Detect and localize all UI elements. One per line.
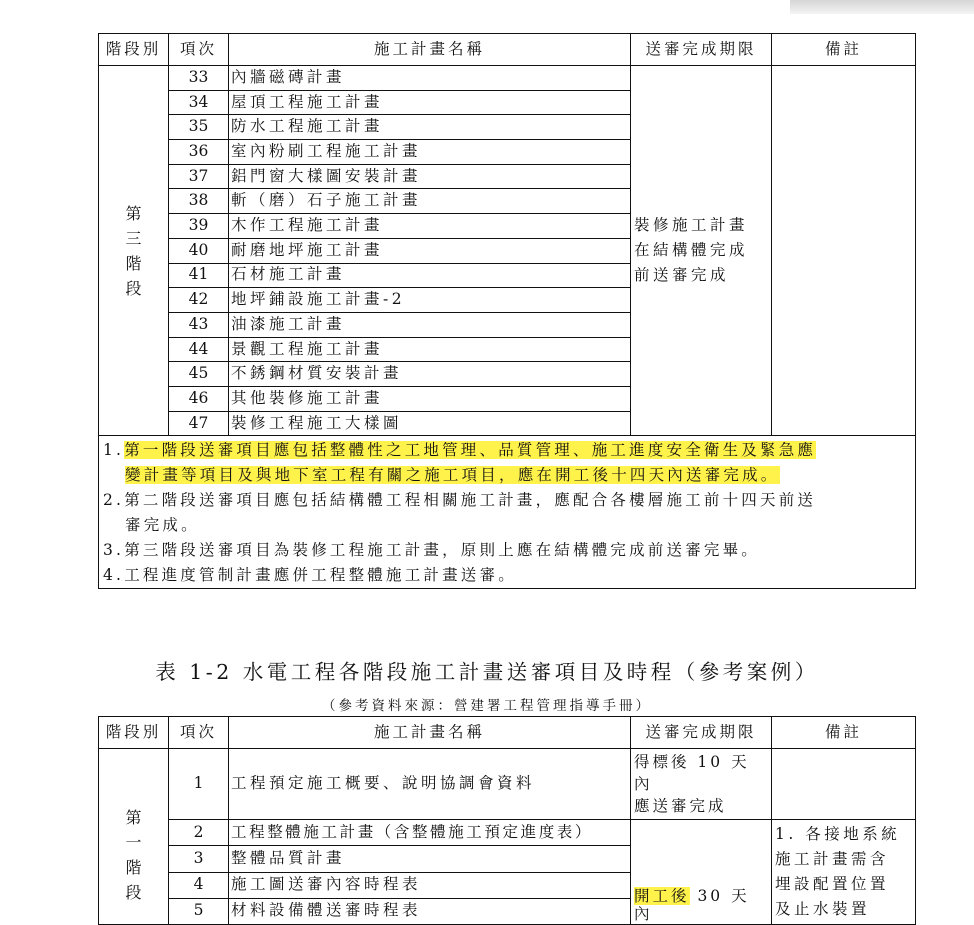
plan-name: 工程預定施工概要、說明協調會資料 (229, 749, 631, 820)
item-no: 5 (169, 898, 229, 924)
item-no: 35 (169, 115, 229, 140)
plan-name: 防水工程施工計畫 (229, 115, 631, 140)
notes-cell (99, 436, 916, 589)
header-remarks: 備註 (772, 34, 916, 66)
table-caption-source: （參考資料來源：營建署工程管理指導手冊） (322, 698, 652, 714)
plan-name: 不銹鋼材質安裝計畫 (229, 362, 631, 387)
stage-char: 階 (125, 253, 142, 273)
deadline-line: 裝修施工計畫 (634, 216, 749, 235)
remark-line: 1. 各接地系統 (775, 825, 901, 843)
deadline-text: 30 天內 (634, 887, 750, 924)
header-item-no: 項次 (169, 34, 229, 66)
item-no: 42 (169, 288, 229, 313)
item-no: 36 (169, 140, 229, 165)
item-no: 33 (169, 66, 229, 91)
item-no: 2 (169, 820, 229, 846)
deadline-line: 在結構體完成 (634, 241, 749, 260)
item-no: 44 (169, 337, 229, 362)
note-number: 4. (103, 566, 125, 585)
item-no: 34 (169, 90, 229, 115)
remark-line: 施工計畫需含 (775, 850, 890, 868)
remarks-cell (772, 749, 916, 820)
stage-char: 三 (125, 228, 142, 248)
header-plan-name: 施工計畫名稱 (229, 34, 631, 66)
highlighted-deadline: 開工後 (634, 887, 690, 906)
plan-name: 整體品質計畫 (229, 846, 631, 872)
note-wrap-line (103, 463, 911, 488)
item-no: 45 (169, 362, 229, 387)
plan-name: 裝修工程施工大樣圖 (229, 411, 631, 436)
note-number: 1. (103, 441, 125, 460)
item-no: 4 (169, 872, 229, 898)
header-plan-name: 施工計畫名稱 (229, 717, 631, 749)
header-item-no: 項次 (169, 717, 229, 749)
plan-name: 施工圖送審內容時程表 (229, 872, 631, 898)
note-4 (103, 563, 911, 588)
mep-plan-table (98, 716, 916, 925)
item-no: 46 (169, 386, 229, 411)
deadline-cell (631, 66, 772, 436)
stage-char: 段 (125, 883, 142, 902)
header-remarks: 備註 (772, 717, 916, 749)
stage-char: 第 (125, 808, 142, 827)
stage-label-cell (99, 749, 169, 925)
header-stage: 階段別 (99, 34, 169, 66)
header-stage: 階段別 (99, 717, 169, 749)
page-edge-shadow (790, 0, 974, 14)
item-no: 43 (169, 312, 229, 337)
item-no: 40 (169, 238, 229, 263)
item-no: 37 (169, 164, 229, 189)
note-2 (103, 488, 911, 538)
plan-name: 耐磨地坪施工計畫 (229, 238, 631, 263)
stage3-plan-table (98, 33, 916, 589)
remark-line: 埋設配置位置 (775, 875, 890, 893)
note-1 (103, 438, 911, 488)
stage-char: 階 (125, 858, 142, 877)
stage-char: 段 (125, 278, 142, 298)
item-no: 47 (169, 411, 229, 436)
stage-char: 一 (125, 833, 142, 852)
plan-name: 地坪鋪設施工計畫-2 (229, 288, 631, 313)
item-no: 41 (169, 263, 229, 288)
note-number: 3. (103, 541, 125, 560)
header-deadline: 送審完成期限 (631, 717, 772, 749)
table-row (99, 66, 916, 91)
note-text: 第二階段送審項目應包括結構體工程相關施工計畫，應配合各樓層施工前十四天前送 (124, 491, 817, 510)
deadline-line: 得標後 10 天內 (634, 753, 750, 793)
stage-label-cell (99, 66, 169, 436)
highlighted-note-text: 第一階段送審項目應包括整體性之工地管理、品質管理、施工進度安全衛生及緊急應 (124, 441, 817, 460)
plan-name: 工程整體施工計畫（含整體施工預定進度表） (229, 820, 631, 846)
plan-name: 木作工程施工計畫 (229, 214, 631, 239)
header-deadline: 送審完成期限 (631, 34, 772, 66)
item-no: 38 (169, 189, 229, 214)
note-text: 第三階段送審項目為裝修工程施工計畫，原則上應在結構體完成前送審完畢。 (124, 541, 761, 560)
note-number: 2. (103, 491, 125, 510)
plan-name: 鋁門窗大樣圖安裝計畫 (229, 164, 631, 189)
remarks-cell (772, 820, 916, 925)
deadline-line: 應送審完成 (634, 797, 727, 815)
plan-name: 石材施工計畫 (229, 263, 631, 288)
table-row (99, 820, 916, 846)
remarks-cell (772, 66, 916, 436)
plan-name: 斬（磨）石子施工計畫 (229, 189, 631, 214)
plan-name: 材料設備體送審時程表 (229, 898, 631, 924)
table-caption-title: 表 1-2 水電工程各階段施工計畫送審項目及時程（參考案例） (155, 660, 819, 684)
notes-row (99, 436, 916, 589)
item-no: 3 (169, 846, 229, 872)
table-header-row (99, 34, 916, 66)
highlighted-note-text: 變計畫等項目及與地下室工程有關之施工項目，應在開工後十四天內送審完成。 (125, 466, 780, 485)
deadline-cell (631, 820, 772, 925)
plan-name: 屋頂工程施工計畫 (229, 90, 631, 115)
table-row (99, 749, 916, 820)
stage-char: 第 (125, 203, 142, 223)
plan-name: 室內粉刷工程施工計畫 (229, 140, 631, 165)
deadline-line: 前送審完成 (634, 266, 730, 285)
item-no: 39 (169, 214, 229, 239)
note-3 (103, 538, 911, 563)
note-wrap-line: 審完成。 (125, 516, 200, 535)
note-text: 工程進度管制計畫應併工程整體施工計畫送審。 (124, 566, 517, 585)
plan-name: 油漆施工計畫 (229, 312, 631, 337)
remark-line: 及止水裝置 (775, 900, 871, 918)
plan-name: 內牆磁磚計畫 (229, 66, 631, 91)
plan-name: 其他裝修施工計畫 (229, 386, 631, 411)
table-header-row (99, 717, 916, 749)
item-no: 1 (169, 749, 229, 820)
plan-name: 景觀工程施工計畫 (229, 337, 631, 362)
deadline-cell (631, 749, 772, 820)
